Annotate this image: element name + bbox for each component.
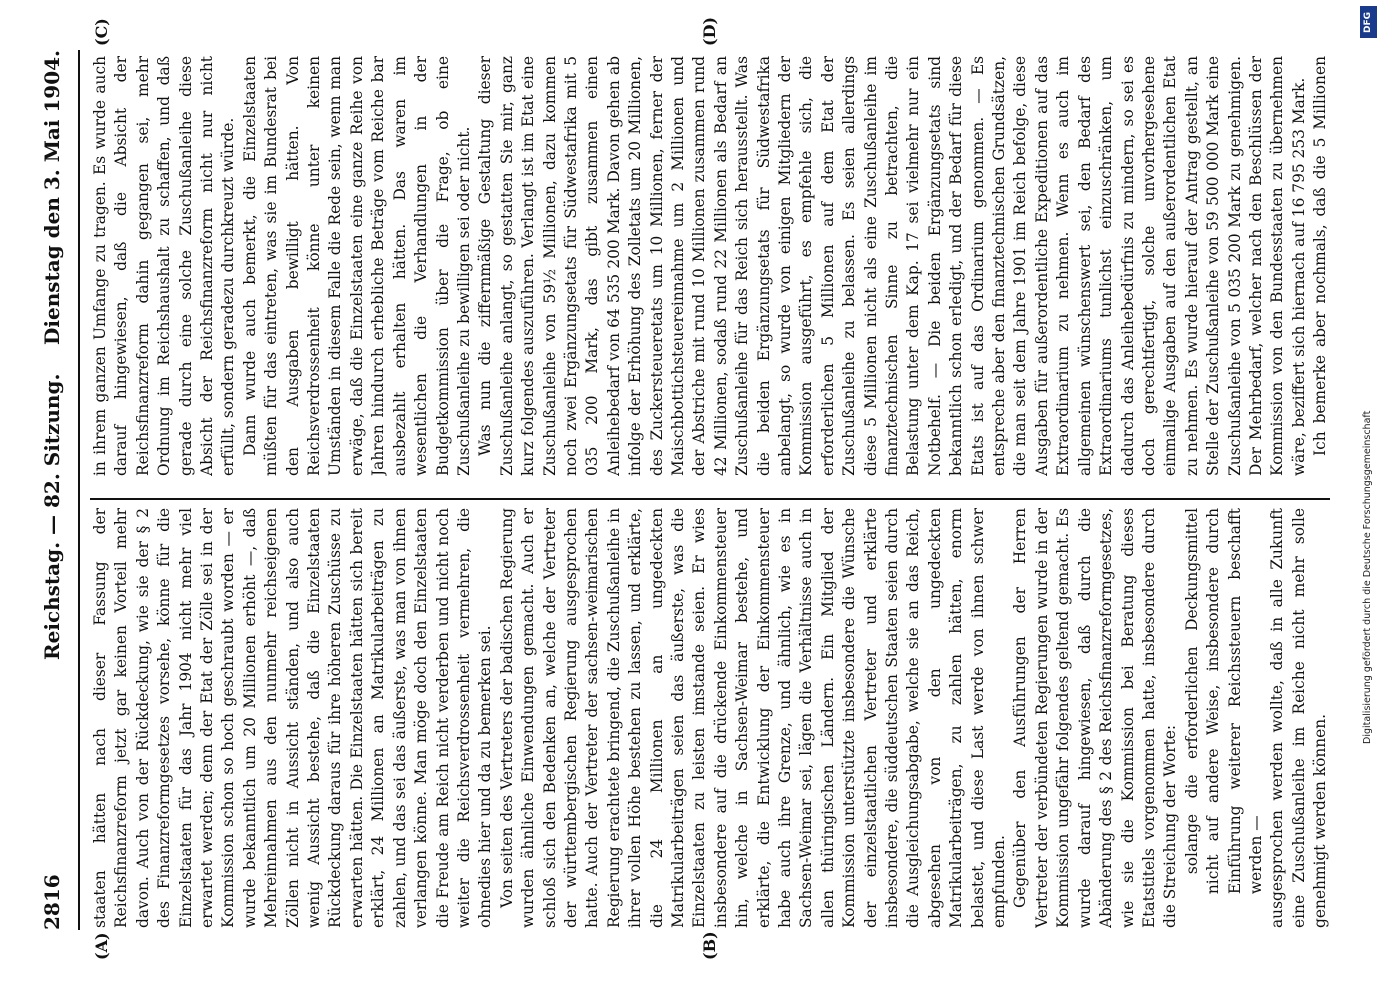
digitisation-note: Digitalisierung gefördert durch die Deutsche Forschungsgemeinschaft [1362, 410, 1373, 744]
left-text-column [90, 508, 1330, 928]
margin-mark-b: (B) [700, 931, 719, 960]
paragraph: Gegenüber den Ausführungen der Herren Vertreter der verbündeten Regierungen wurde in der Kommission ungefähr folgendes geltend gemacht. Es wurde darauf hingewiesen, daß durch die Abänderung des § 2 des Reichsfinanzreformgesetzes, wie sie die Kommission bei Beratung dieses Etatstitels vorgenommen hatte, insbesondere durch die Streichung der Worte: [1011, 508, 1180, 928]
paragraph: Was nun die ziffernmäßige Gestaltung dieser Zuschußanleihe anlangt, so gestatten Sie mir, ganz kurz folgendes auszuführen. Verlangt ist im Etat eine Zuschußanleihe von 59½ Millionen, dazu kommen noch zwei Ergänzungsetats für Südwestafrika mit 5 035 200 Mark, das gibt zusammen einen Anleihebedarf von 64 535 200 Mark. Davon gehen ab infolge der Erhöhung des Zolletats um 20 Millionen, des Zuckersteueretats um 10 Millionen, ferner der Maischbottichsteuereinnahme um 2 Millionen und der Abstriche mit rund 10 Millionen zusammen rund 42 Millionen, sodaß rund 22 Millionen als Bedarf an Zuschußanleihe für das Reich sich herausstellt. Was die beiden Ergänzungsetats für Südwestafrika anbelangt, so wurde von einigen Mitgliedern der Kommission ausgeführt, es empfehle sich, die erforderlichen 5 Millionen auf dem Etat der Zuschußanleihe zu belassen. Es seien allerdings diese 5 Millionen nicht als eine Zuschußanleihe im finanztechnischen Sinne zu betrachten, die Belastung unter dem Kap. 17 sei vielmehr nur ein Notbehelf. — Die beiden Ergänzungsetats sind bekanntlich schon erledigt, und der Bedarf für diese Etats ist auf das Ordinarium genommen. — Es entspreche aber den finanztechnischen Grundsätzen, die man seit dem Jahre 1901 im Reich befolge, diese Ausgaben für außerordentliche Expeditionen auf das Extraordinarium zu nehmen. Wenn es auch im allgemeinen wünschenswert sei, den Bedarf des Extraordinariums tunlichst einzuschränken, um dadurch das Anleihebedürfnis zu mindern, so sei es doch gerechtfertigt, solche unvorhergesehene einmalige Ausgaben auf den außerordentlichen Etat zu nehmen. Es wurde hierauf der Antrag gestellt, an Stelle der Zuschußanleihe von 59 500 000 Mark eine Zuschußanleihe von 5 035 200 Mark zu genehmigen. Der Mehrbedarf, welcher nach den Beschlüssen der Kommission von den Bundesstaaten zu übernehmen wäre, beziffert sich hiernach auf 16 795 253 Mark. [476, 56, 1308, 476]
session-title: Reichstag. — 82. Sitzung. [40, 373, 64, 660]
paragraph: Ich bemerke aber nochmals, daß die 5 Millionen [1311, 56, 1330, 456]
session-date: Dienstag den 3. Mai 1904. [40, 50, 64, 345]
quotation: solange die erforderlichen Deckungsmittel nicht auf andere Weise, insbesondere durch Einführung weiterer Reichssteuern beschafft werden — [1182, 508, 1265, 895]
paragraph: Dann wurde auch bemerkt, die Einzelstaaten müßten für das eintreten, was sie im Bundesrat bei den Ausgaben bewilligt hätten. Von Reichsverdrossenheit könne unter keinen Umständen in diesem Falle die Rede sein, wenn man erwäge, daß die Einzelstaaten eine ganze Reihe von Jahren hindurch erhebliche Beträge vom Reiche bar ausbezahlt erhalten hätten. Das waren im wesentlichen die Verhandlungen in der Budgetkommission über die Frage, ob eine Zuschußanleihe zu bewilligen sei oder nicht. [240, 56, 473, 476]
digitisation-stripe [1356, 0, 1383, 1000]
running-header [30, 50, 80, 930]
page-number: 2816 [40, 874, 64, 930]
paragraph: ausgesprochen werden wollte, daß in alle Zukunft eine Zuschußanleihe im Reiche nicht mehr solle genehmigt werden können. [1268, 508, 1330, 928]
margin-mark-d: (D) [700, 16, 719, 46]
margin-mark-a: (A) [92, 932, 111, 960]
right-text-column [90, 56, 1330, 476]
margin-mark-c: (C) [92, 18, 111, 46]
column-separator [90, 498, 1330, 500]
paragraph: staaten hätten nach dieser Fassung der Reichsfinanzreform jetzt gar keinen Vorteil mehr davon. Auch von der Rückdeckung, wie sie der § 2 des Finanzreformgesetzes vorsehe, könne für die Einzelstaaten für das Jahr 1904 nicht mehr viel erwartet werden; denn der Etat der Zölle sei in der Kommission schon so hoch geschraubt worden — er wurde bekanntlich um 20 Millionen erhöht —, daß Mehreinnahmen aus den nunmehr reichseigenen Zöllen nicht in Aussicht ständen, und also auch wenig Aussicht bestehe, daß die Einzelstaaten Rückdeckung daraus für ihre höheren Zuschüsse zu erwarten hätten. Die Einzelstaaten hätten sich bereit erklärt, 24 Millionen an Matrikularbeiträgen zu zahlen, und das sei das äußerste, was man von ihnen verlangen könne. Man möge doch den Einzelstaaten die Freude am Reich nicht verderben und nicht noch weiter die Reichsverdrossenheit vermehren, die ohnedies hier und da zu bemerken sei. [91, 508, 495, 928]
header-rule [78, 50, 80, 930]
dfg-logo: DFG [1360, 6, 1377, 38]
paragraph: in ihrem ganzen Umfange zu tragen. Es wurde auch darauf hingewiesen, daß die Absicht der Reichsfinanzreform dahin gegangen sei, mehr Ordnung im Reichshaushalt zu schaffen, und daß gerade durch eine solche Zuschußanleihe diese Absicht der Reichsfinanzreform nicht nur nicht erfüllt, sondern geradezu durchkreuzt würde. [91, 56, 238, 476]
paragraph: Von seiten des Vertreters der badischen Regierung wurden ähnliche Einwendungen gemacht. Auch er schloß sich den Bedenken an, welche der Vertreter der württembergischen Regierung ausgesprochen hatte. Auch der Vertreter der sachsen-weimarischen Regierung erachtete bringend, die Zuschußanleihe in ihrer vollen Höhe bestehen zu lassen, und erklärte, die 24 Millionen an ungedeckten Matrikularbeiträgen seien das äußerste, was die Einzelstaaten zu leisten imstande seien. Er wies insbesondere auf die drückende Einkommensteuer hin, welche in Sachsen-Weimar bestehe, und erklärte, die Entwicklung der Einkommensteuer habe auch ihre Grenze, und ähnlich, wie es in Sachsen-Weimar sei, lägen die Verhältnisse auch in allen thüringischen Ländern. Ein Mitglied der Kommission unterstützte insbesondere die Wünsche der einzelstaatlichen Vertreter und erklärte insbesondere, die süddeutschen Staaten seien durch die Ausgleichungsabgabe, welche sie an das Reich, abgesehen von den ungedeckten Matrikularbeiträgen, zu zahlen hätten, enorm belastet, und diese Last werde von ihnen schwer empfunden. [497, 508, 1009, 928]
